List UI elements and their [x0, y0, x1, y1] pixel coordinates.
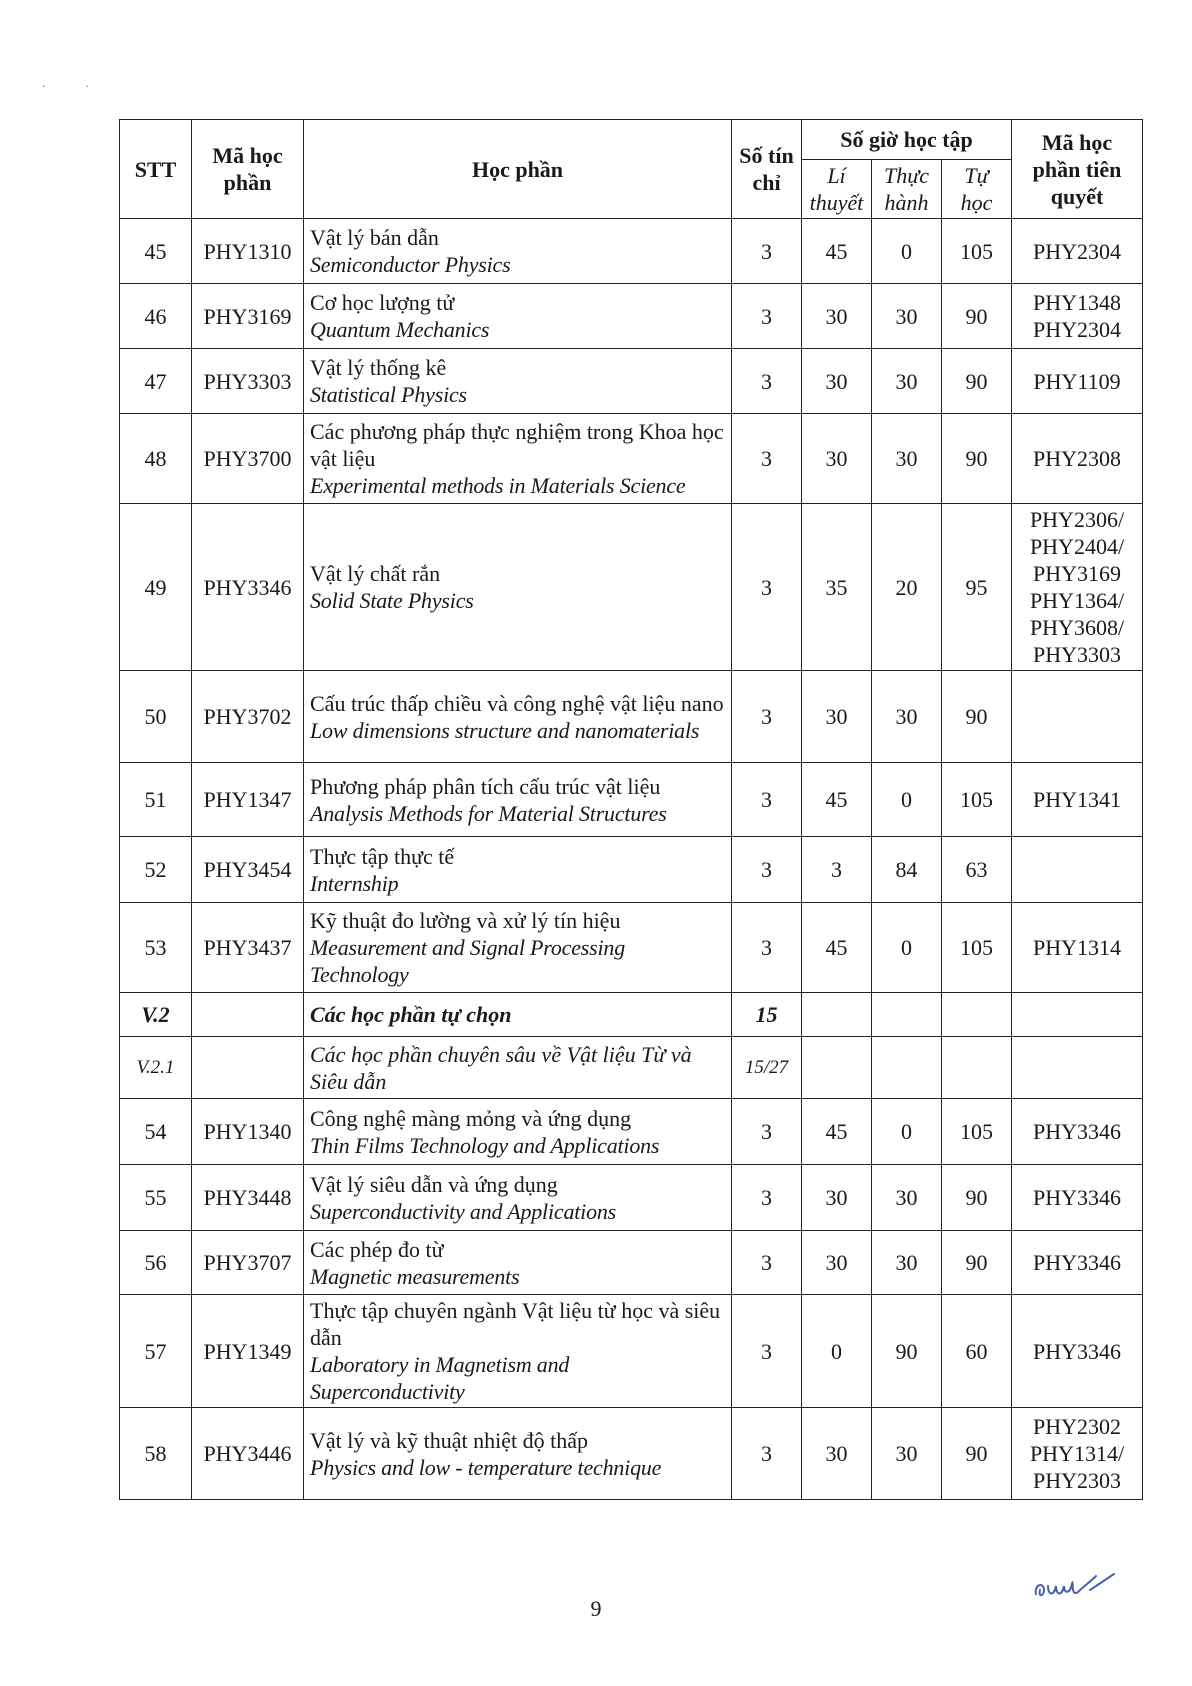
group-self [942, 993, 1012, 1037]
subgroup-self [942, 1037, 1012, 1099]
table-row [120, 1099, 1143, 1165]
prerequisite-code: PHY2304 [1032, 317, 1121, 342]
row-stt: 58 [120, 1408, 192, 1500]
row-credits: 3 [732, 284, 802, 349]
course-name-vietnamese: Phương pháp phân tích cấu trúc vật liệu [310, 773, 661, 799]
course-name-vietnamese: Vật lý và kỹ thuật nhiệt độ thấp [310, 1427, 588, 1453]
table-row [120, 1231, 1143, 1295]
header-theory: Lí thuyết [802, 160, 872, 219]
row-credits: 3 [732, 219, 802, 284]
row-code: PHY3702 [192, 671, 304, 763]
row-self-study-hours: 105 [942, 1099, 1012, 1165]
row-prerequisites [1012, 504, 1143, 671]
row-practice-hours: 30 [872, 414, 942, 504]
prerequisite-code: PHY3169 [1032, 561, 1121, 586]
row-practice-hours: 0 [872, 219, 942, 284]
group-stt: V.2 [120, 993, 192, 1037]
row-code: PHY1347 [192, 763, 304, 837]
row-code: PHY3169 [192, 284, 304, 349]
course-name-vietnamese: Cơ học lượng tử [310, 290, 455, 315]
row-course-name [304, 1231, 732, 1295]
row-practice-hours: 90 [872, 1295, 942, 1408]
course-name-english: Solid State Physics [310, 588, 474, 613]
prerequisite-code: PHY2304 [1032, 238, 1121, 264]
row-code: PHY3707 [192, 1231, 304, 1295]
group-name: Các học phần tự chọn [304, 993, 732, 1037]
subgroup-code [192, 1037, 304, 1099]
group-prereq [1012, 993, 1143, 1037]
row-code: PHY1349 [192, 1295, 304, 1408]
row-theory-hours: 30 [802, 349, 872, 414]
course-name-english: Low dimensions structure and nanomaterials [310, 717, 700, 743]
subgroup-practice [872, 1037, 942, 1099]
course-name-vietnamese: Thực tập chuyên ngành Vật liệu từ học và siêu dẫn [310, 1298, 721, 1350]
row-course-name [304, 349, 732, 414]
prerequisite-code: PHY1341 [1032, 787, 1121, 812]
row-stt: 49 [120, 504, 192, 671]
row-credits: 3 [732, 671, 802, 763]
group-code [192, 993, 304, 1037]
group-theory [802, 993, 872, 1037]
row-stt: 48 [120, 414, 192, 504]
subgroup-theory [802, 1037, 872, 1099]
row-credits: 3 [732, 414, 802, 504]
row-prerequisites [1012, 414, 1143, 504]
row-self-study-hours: 90 [942, 1165, 1012, 1231]
signature-stroke [1036, 1574, 1114, 1595]
table-body-groups [120, 993, 1143, 1099]
course-name-english: Superconductivity and Applications [310, 1198, 617, 1224]
row-course-name [304, 763, 732, 837]
table-row [120, 1408, 1143, 1500]
row-prerequisites [1012, 1099, 1143, 1165]
course-name-vietnamese: Các phương pháp thực nghiệm trong Khoa học vật liệu [310, 419, 724, 471]
subgroup-prereq [1012, 1037, 1143, 1099]
row-self-study-hours: 90 [942, 414, 1012, 504]
row-credits: 3 [732, 903, 802, 993]
row-practice-hours: 20 [872, 504, 942, 671]
row-prerequisites [1012, 1408, 1143, 1500]
course-name-vietnamese: Kỹ thuật đo lường và xử lý tín hiệu [310, 908, 621, 933]
row-credits: 3 [732, 1165, 802, 1231]
row-course-name [304, 837, 732, 903]
row-practice-hours: 0 [872, 763, 942, 837]
header-prereq: Mã học phần tiên quyết [1012, 120, 1143, 219]
row-stt: 54 [120, 1099, 192, 1165]
row-self-study-hours: 90 [942, 1408, 1012, 1500]
row-self-study-hours: 90 [942, 671, 1012, 763]
row-practice-hours: 0 [872, 1099, 942, 1165]
table-body-required [120, 219, 1143, 993]
row-practice-hours: 30 [872, 349, 942, 414]
row-code: PHY3446 [192, 1408, 304, 1500]
row-course-name [304, 903, 732, 993]
row-stt: 45 [120, 219, 192, 284]
row-credits: 3 [732, 1408, 802, 1500]
header-self: Tự học [942, 160, 1012, 219]
header-course: Học phần [304, 120, 732, 219]
row-theory-hours: 30 [802, 671, 872, 763]
course-name-vietnamese: Vật lý thống kê [310, 355, 447, 380]
row-credits: 3 [732, 1295, 802, 1408]
course-name-english: Thin Films Technology and Applications [310, 1132, 660, 1158]
row-credits: 3 [732, 1231, 802, 1295]
row-stt: 53 [120, 903, 192, 993]
row-course-name [304, 284, 732, 349]
group-credits: 15 [732, 993, 802, 1037]
row-practice-hours: 30 [872, 671, 942, 763]
table-row [120, 671, 1143, 763]
row-credits: 3 [732, 837, 802, 903]
row-self-study-hours: 90 [942, 1231, 1012, 1295]
row-code: PHY3303 [192, 349, 304, 414]
row-stt: 46 [120, 284, 192, 349]
row-self-study-hours: 90 [942, 349, 1012, 414]
course-name-vietnamese: Vật lý siêu dẫn và ứng dụng [310, 1171, 558, 1197]
row-theory-hours: 30 [802, 1408, 872, 1500]
prerequisite-code: PHY2302 [1032, 1414, 1121, 1439]
header-credits: Số tín chỉ [732, 120, 802, 219]
course-name-vietnamese: Thực tập thực tế [310, 843, 455, 869]
course-name-english: Quantum Mechanics [310, 317, 490, 342]
row-course-name [304, 504, 732, 671]
course-name-vietnamese: Các phép đo từ [310, 1236, 444, 1262]
row-self-study-hours: 63 [942, 837, 1012, 903]
row-self-study-hours: 105 [942, 903, 1012, 993]
row-prerequisites [1012, 1231, 1143, 1295]
row-stt: 57 [120, 1295, 192, 1408]
row-prerequisites [1012, 903, 1143, 993]
row-credits: 3 [732, 349, 802, 414]
table-row [120, 504, 1143, 671]
row-prerequisites [1012, 763, 1143, 837]
course-name-english: Semiconductor Physics [310, 252, 511, 277]
page-number: 9 [590, 1596, 602, 1621]
row-theory-hours: 0 [802, 1295, 872, 1408]
row-code: PHY1310 [192, 219, 304, 284]
prerequisite-code: PHY2306/ [1029, 507, 1125, 532]
row-stt: 50 [120, 671, 192, 763]
row-course-name [304, 1295, 732, 1408]
row-code: PHY3448 [192, 1165, 304, 1231]
row-stt: 55 [120, 1165, 192, 1231]
row-theory-hours: 30 [802, 414, 872, 504]
course-name-english: Experimental methods in Materials Science [310, 473, 686, 498]
course-name-vietnamese: Cấu trúc thấp chiều và công nghệ vật liệu nano [310, 690, 724, 716]
prerequisite-code: PHY1109 [1033, 368, 1121, 394]
row-theory-hours: 45 [802, 903, 872, 993]
row-practice-hours: 30 [872, 1408, 942, 1500]
course-name-english: Laboratory in Magnetism and Superconductivity [310, 1352, 570, 1404]
row-theory-hours: 45 [802, 219, 872, 284]
row-practice-hours: 30 [872, 1165, 942, 1231]
row-prerequisites [1012, 1295, 1143, 1408]
prerequisite-code: PHY1348 [1032, 290, 1121, 315]
prerequisite-code: PHY1314 [1032, 935, 1121, 960]
row-course-name [304, 1099, 732, 1165]
group-row [120, 993, 1143, 1037]
table-row [120, 837, 1143, 903]
row-course-name [304, 1165, 732, 1231]
row-practice-hours: 0 [872, 903, 942, 993]
row-theory-hours: 3 [802, 837, 872, 903]
prerequisite-code: PHY3346 [1032, 1185, 1121, 1210]
subgroup-stt: V.2.1 [120, 1037, 192, 1099]
table-row [120, 219, 1143, 284]
curriculum-table [119, 119, 1143, 1500]
table-row [120, 903, 1143, 993]
course-name-english: Analysis Methods for Material Structures [310, 800, 667, 826]
row-prerequisites [1012, 1165, 1143, 1231]
header-hours: Số giờ học tập [802, 120, 1012, 160]
row-code: PHY3454 [192, 837, 304, 903]
course-name-english: Internship [310, 870, 399, 896]
header-practice: Thực hành [872, 160, 942, 219]
row-theory-hours: 30 [802, 1165, 872, 1231]
prerequisite-code: PHY2404/ [1029, 534, 1125, 559]
prerequisite-code: PHY3346 [1032, 1338, 1121, 1364]
row-self-study-hours: 90 [942, 284, 1012, 349]
row-self-study-hours: 105 [942, 763, 1012, 837]
row-practice-hours: 30 [872, 1231, 942, 1295]
row-practice-hours: 84 [872, 837, 942, 903]
row-credits: 3 [732, 1099, 802, 1165]
course-name-english: Magnetic measurements [310, 1263, 520, 1289]
row-theory-hours: 30 [802, 1231, 872, 1295]
subgroup-row [120, 1037, 1143, 1099]
row-theory-hours: 30 [802, 284, 872, 349]
row-prerequisites [1012, 349, 1143, 414]
row-course-name [304, 219, 732, 284]
header-code: Mã học phần [192, 120, 304, 219]
course-name-english: Statistical Physics [310, 382, 467, 407]
prerequisite-code: PHY2308 [1032, 446, 1121, 471]
row-stt: 56 [120, 1231, 192, 1295]
table-row [120, 1165, 1143, 1231]
row-stt: 47 [120, 349, 192, 414]
course-name-vietnamese: Công nghệ màng mỏng và ứng dụng [310, 1105, 632, 1131]
table-row [120, 763, 1143, 837]
course-name-english: Measurement and Signal Processing Technology [310, 935, 625, 987]
table-header [120, 120, 1143, 219]
row-theory-hours: 35 [802, 504, 872, 671]
course-name-vietnamese: Vật lý bán dẫn [310, 225, 439, 250]
row-code: PHY3437 [192, 903, 304, 993]
prerequisite-code: PHY2303 [1032, 1468, 1121, 1493]
table-row [120, 414, 1143, 504]
row-code: PHY3346 [192, 504, 304, 671]
prerequisite-code: PHY1364/ [1029, 588, 1125, 613]
row-prerequisites [1012, 284, 1143, 349]
table-row [120, 1295, 1143, 1408]
row-self-study-hours: 95 [942, 504, 1012, 671]
course-name-vietnamese: Vật lý chất rắn [310, 561, 441, 586]
subgroup-credits: 15/27 [732, 1037, 802, 1099]
row-code: PHY1340 [192, 1099, 304, 1165]
row-credits: 3 [732, 504, 802, 671]
row-stt: 51 [120, 763, 192, 837]
row-theory-hours: 45 [802, 1099, 872, 1165]
row-prerequisites [1012, 671, 1143, 763]
group-practice [872, 993, 942, 1037]
row-course-name [304, 1408, 732, 1500]
row-prerequisites [1012, 219, 1143, 284]
row-practice-hours: 30 [872, 284, 942, 349]
row-credits: 3 [732, 763, 802, 837]
row-course-name [304, 414, 732, 504]
table-body-elective [120, 1099, 1143, 1500]
table-row [120, 284, 1143, 349]
subgroup-name: Các học phần chuyên sâu về Vật liệu Từ và Siêu dẫn [304, 1037, 732, 1099]
row-stt: 52 [120, 837, 192, 903]
scan-specks: ·· [42, 82, 129, 93]
course-name-english: Physics and low - temperature technique [310, 1454, 662, 1480]
table-row [120, 349, 1143, 414]
prerequisite-code: PHY3346 [1032, 1119, 1121, 1144]
row-self-study-hours: 60 [942, 1295, 1012, 1408]
header-stt: STT [120, 120, 192, 219]
row-code: PHY3700 [192, 414, 304, 504]
row-self-study-hours: 105 [942, 219, 1012, 284]
prerequisite-code: PHY1314/ [1029, 1441, 1125, 1466]
row-theory-hours: 45 [802, 763, 872, 837]
row-course-name [304, 671, 732, 763]
prerequisite-code: PHY3346 [1032, 1250, 1121, 1275]
prerequisite-code: PHY3608/ [1029, 615, 1125, 640]
row-prerequisites [1012, 837, 1143, 903]
prerequisite-code: PHY3303 [1032, 642, 1121, 667]
